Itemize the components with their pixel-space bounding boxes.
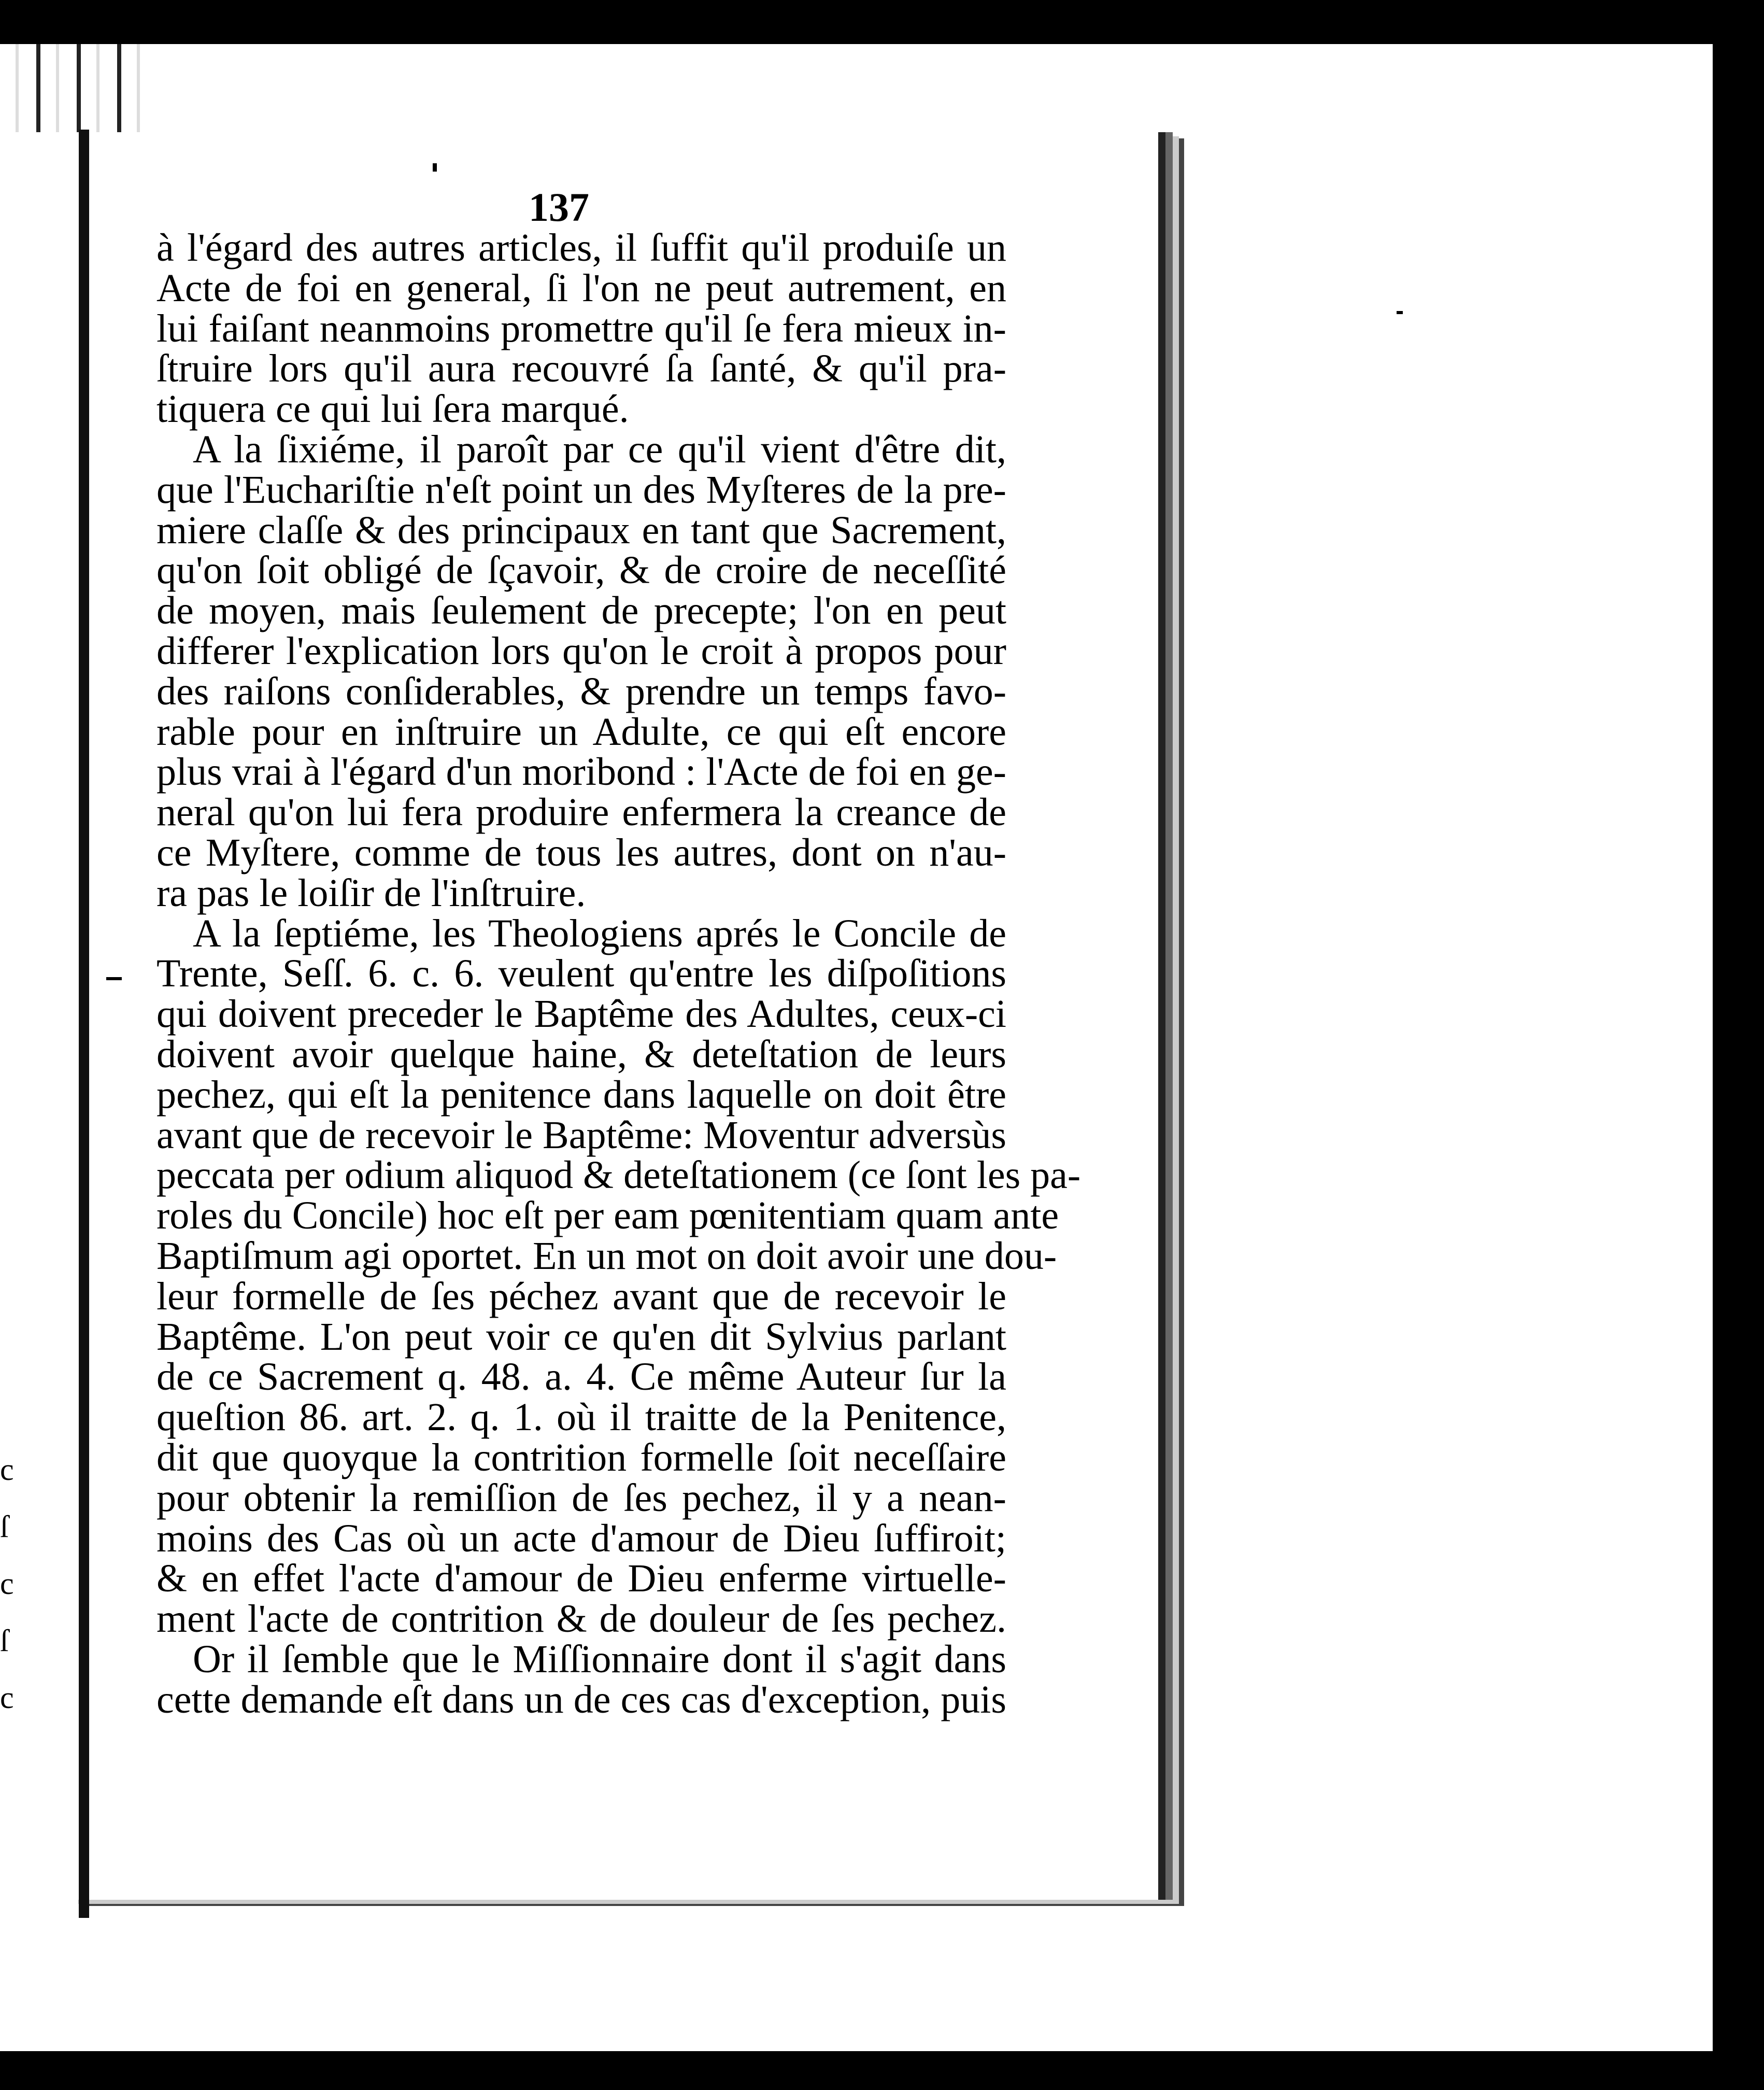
text-line: que l'Euchariſtie n'eſt point un des Myſteres de la pre- [157, 468, 1006, 512]
text-line: & en effet l'acte d'amour de Dieu enferme virtuelle- [157, 1557, 1006, 1601]
left-mark: ſ [0, 1623, 9, 1658]
text-line: miere claſſe & des principaux en tant que Sacrement, [157, 508, 1006, 552]
text-line: cette demande eſt dans un de ces cas d'exception, puis [157, 1677, 1006, 1721]
text-line: lui faiſant neanmoins promettre qu'il ſe fera mieux in- [157, 306, 1006, 350]
text-line: Or il ſemble que le Miſſionnaire dont il s'agit dans [193, 1637, 1006, 1681]
text-line: rable pour en inſtruire un Adulte, ce qui eſt encore [157, 710, 1006, 754]
book-spine [79, 130, 89, 1918]
text-line: qu'on ſoit obligé de ſçavoir, & de croire de neceſſité [157, 548, 1006, 592]
text-line: A la ſeptiéme, les Theologiens aprés le Concile de [193, 911, 1006, 955]
text-line: de moyen, mais ſeulement de precepte; l'on en peut [157, 589, 1006, 633]
text-line: A la ſixiéme, il paroît par ce qu'il vient d'être dit, [193, 427, 1006, 471]
text-line: differer l'explication lors qu'on le croit à propos pour [157, 629, 1006, 673]
text-line: ce Myſtere, comme de tous les autres, dont on n'au- [157, 830, 1006, 874]
margin-dash-right [1397, 311, 1403, 314]
left-mark: ſ [0, 1509, 9, 1544]
left-mark: c [0, 1681, 14, 1715]
text-line: de ce Sacrement q. 48. a. 4. Ce même Auteur ſur la [157, 1355, 1006, 1399]
text-line: doivent avoir quelque haine, & deteſtation de leurs [157, 1032, 1006, 1076]
body-text [157, 226, 1081, 1721]
text-line: tiquera ce qui lui ſera marqué. [157, 387, 629, 431]
text-line: à l'égard des autres articles, il ſuffit qu'il produiſe un [157, 226, 1006, 270]
ink-speck [433, 163, 437, 172]
text-line: ment l'acte de contrition & de douleur de ſes pechez. [157, 1597, 1006, 1641]
text-line: Baptiſmum agi oportet. En un mot on doit avoir une dou- [157, 1234, 1057, 1278]
text-line: leur formelle de ſes péchez avant que de recevoir le [157, 1274, 1006, 1318]
text-line: Trente, Seſſ. 6. c. 6. veulent qu'entre les diſpoſitions [157, 952, 1006, 996]
text-line: peccata per odium aliquod & deteſtationem (ce ſont les pa- [157, 1153, 1081, 1197]
left-mark: c [0, 1452, 14, 1487]
text-line: moins des Cas où un acte d'amour de Dieu ſuffiroit; [157, 1516, 1006, 1560]
text-line: ſtruire lors qu'il aura recouvré ſa ſanté, & qu'il pra- [157, 347, 1006, 391]
text-line: Baptême. L'on peut voir ce qu'en dit Sylvius parlant [157, 1315, 1006, 1359]
page-number: 137 [529, 185, 589, 230]
text-line: dit que quoyque la contrition formelle ſoit neceſſaire [157, 1435, 1006, 1479]
text-line: avant que de recevoir le Baptême: Moventur adversùs [157, 1113, 1006, 1157]
margin-dash [106, 977, 122, 980]
left-page-marks [0, 1441, 16, 1715]
text-line: pour obtenir la remiſſion de ſes pechez, il y a nean- [157, 1476, 1006, 1520]
text-line: pechez, qui eſt la penitence dans laquelle on doit être [157, 1072, 1006, 1117]
text-line: Acte de foi en general, ſi l'on ne peut autrement, en [157, 266, 1006, 310]
text-line: neral qu'on lui fera produire enfermera la creance de [157, 790, 1006, 835]
text-line: roles du Concile) hoc eſt per eam pœnitentiam quam ante [157, 1194, 1059, 1238]
text-line: queſtion 86. art. 2. q. 1. où il traitte de la Penitence, [157, 1395, 1006, 1439]
left-mark: c [0, 1566, 14, 1601]
text-line: ra pas le loiſir de l'inſtruire. [157, 871, 586, 915]
text-line: des raiſons conſiderables, & prendre un temps favo- [157, 669, 1006, 713]
text-line: plus vrai à l'égard d'un moribond : l'Acte de foi en ge- [157, 750, 1006, 794]
text-line: qui doivent preceder le Baptême des Adultes, ceux-ci [157, 992, 1006, 1036]
left-page-edges [0, 44, 155, 132]
